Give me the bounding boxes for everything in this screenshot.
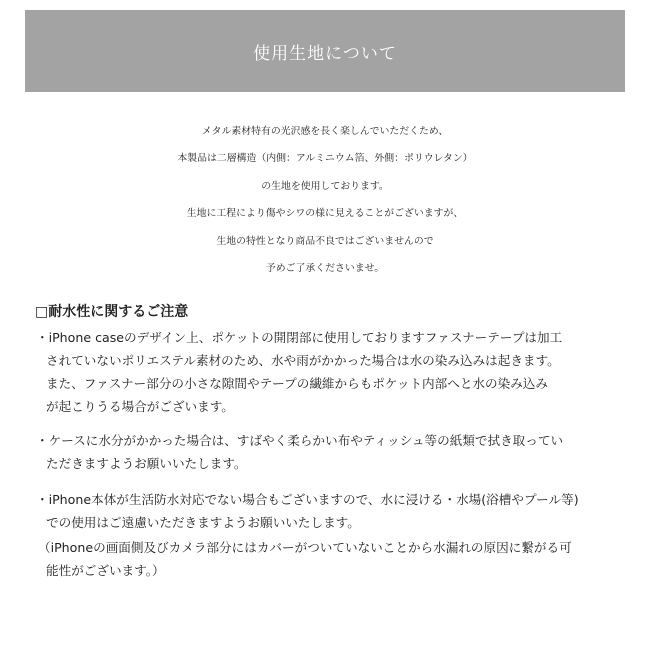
note-line: 能性がございます。） (46, 563, 165, 578)
bullet-3-line: ・iPhone本体が生活防水対応でない場合もございますので、水に浸ける・水場(浴槽やプール等) (36, 492, 579, 507)
water-resistance-heading: □耐水性に関するご注意 (35, 304, 189, 320)
bullet-1-line: また、ファスナー部分の小さな隙間やテープの繊維からもポケット内部へと水の染み込み (46, 376, 548, 391)
header-banner (25, 10, 625, 92)
bullet-1-line: が起こりうる場合がございます。 (46, 399, 234, 414)
bullet-3-line: での使用はご遠慮いただきますようお願いいたします。 (46, 515, 360, 530)
intro-line: 生地の特性となり商品不良ではございませんので (216, 235, 434, 247)
intro-line: 生地に工程により傷やシワの様に見えることがございますが、 (186, 208, 464, 220)
header-title: 使用生地について (253, 43, 397, 64)
intro-line: メタル素材特有の光沢感を長く楽しんでいただくため、 (201, 126, 449, 137)
intro-line: の生地を使用しております。 (261, 180, 389, 192)
bullet-2-line: ・ケースに水分がかかった場合は、すばやく柔らかい布やティッシュ等の紙類で拭き取ってい (36, 433, 564, 448)
bullet-2-line: ただきますようお願いいたします。 (46, 456, 247, 471)
bullet-1-line: ・iPhone caseのデザイン上、ポケットの開閉部に使用しておりますファスナーテープは加工 (36, 330, 563, 345)
intro-line: 本製品は二層構造（内側：アルミニウム箔、外側：ポリウレタン） (177, 153, 473, 165)
intro-line: 予めご了承くださいませ。 (265, 262, 385, 274)
intro-paragraph (0, 118, 650, 282)
note-line: （iPhoneの画面側及びカメラ部分にはカバーがついていないことから水漏れの原因に繋がる可 (38, 540, 572, 555)
bullet-1-line: されていないポリエステル素材のため、水や雨がかかった場合は水の染み込みは起きます。 (46, 353, 560, 368)
